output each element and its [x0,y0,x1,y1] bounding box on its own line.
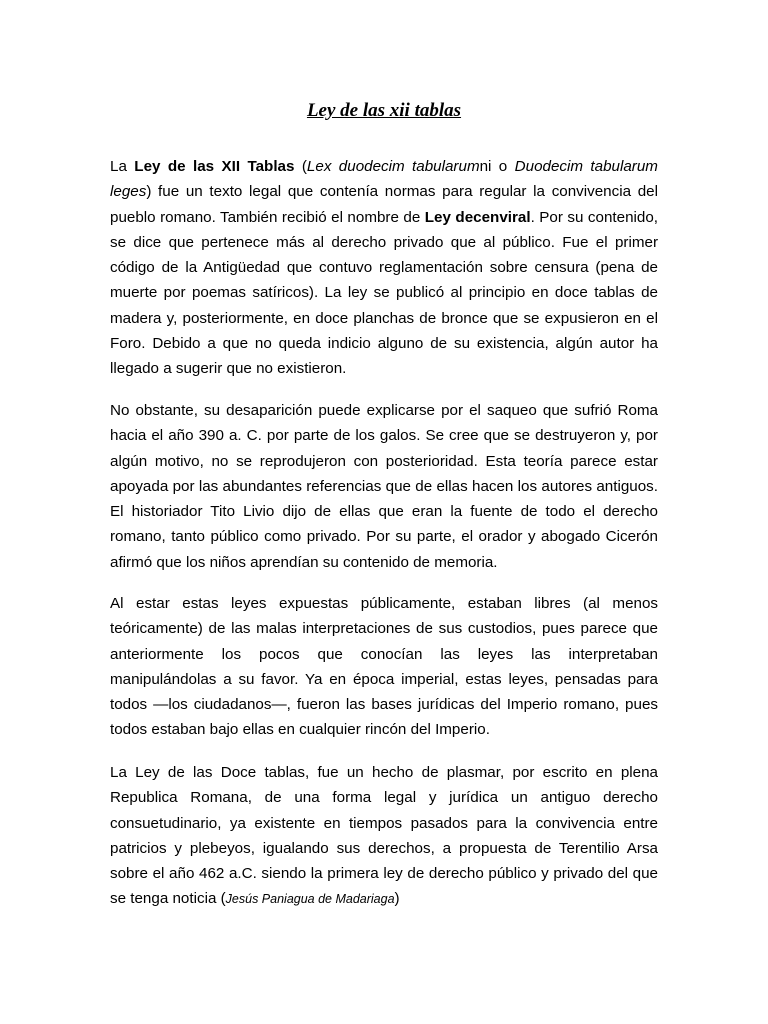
paragraph-introduction [110,154,658,382]
text-segment: ni o [479,158,515,175]
text-segment: La [110,158,135,175]
law-name-bold: Ley de las XII Tablas [134,158,295,175]
latin-name-italic: Duodecim tabularum leges [110,158,658,201]
decenviral-name-bold: Ley decenviral [424,208,531,226]
latin-name-italic: Lex duodecim tabularum [306,158,480,175]
text-segment: ) fue un texto legal que contenía normas para regular la convivencia del pueblo romano. También recibió el nombre de [110,183,658,226]
text-segment: La Ley de las Doce tablas, fue un hecho de plasmar, por escrito en plena Republica Romana, de una forma legal y jurídica un antiguo derecho consuetudinario, ya existente en tiempos pasados para la convivencia entre patricios y plebeyos, igualando sus derechos, a propuesta de Terentilio Arsa sobre el año 462 a.C. siendo la primera ley de derecho público y privado del que se tenga noticia ( [110,764,658,908]
author-citation: Jesús Paniagua de Madariaga [225,892,395,907]
text-segment: ) [394,890,400,908]
paragraph-disappearance: No obstante, su desaparición puede explicarse por el saqueo que sufrió Roma hacia el año 390 a. C. por parte de los galos. Se cree que se destruyeron y, por algún motivo, no se reprodujeron con posterioridad. Esta teoría parece estar apoyada por las abundantes referencias que de ellas hacen los autores antiguos. El historiador Tito Livio dijo de ellas que eran la fuente de todo el derecho romano, tanto público como privado. Por su parte, el orador y abogado Cicerón afirmó que los niños aprendían su contenido de memoria. [110,402,658,571]
document-title: Ley de las xii tablas [306,99,462,121]
paragraph-doce-tablas [110,760,658,913]
text-segment: . Por su contenido, se dice que pertenece más al derecho privado que al público. Fue el primer código de la Antigüedad que contuvo reglamentación sobre censura (pena de muerte por poemas satíricos). La ley se publicó al principio en doce tablas de madera y, posteriormente, en doce planchas de bronce que se expusieron en el Foro. Debido a que no queda indicio alguno de su existencia, algún autor ha llegado a sugerir que no existieron. [110,208,659,378]
paragraph-public-exposure: Al estar estas leyes expuestas públicamente, estaban libres (al menos teóricamente) de las malas interpretaciones de sus custodios, pues parece que anteriormente los pocos que conocían las leyes las interpretaban manipulándolas a su favor. Ya en época imperial, estas leyes, pensadas para todos —los ciudadanos—, fueron las bases jurídicas del Imperio romano, pues todos estaban bajo ellas en cualquier rincón del Imperio. [110,595,658,739]
text-segment: ( [294,158,307,175]
